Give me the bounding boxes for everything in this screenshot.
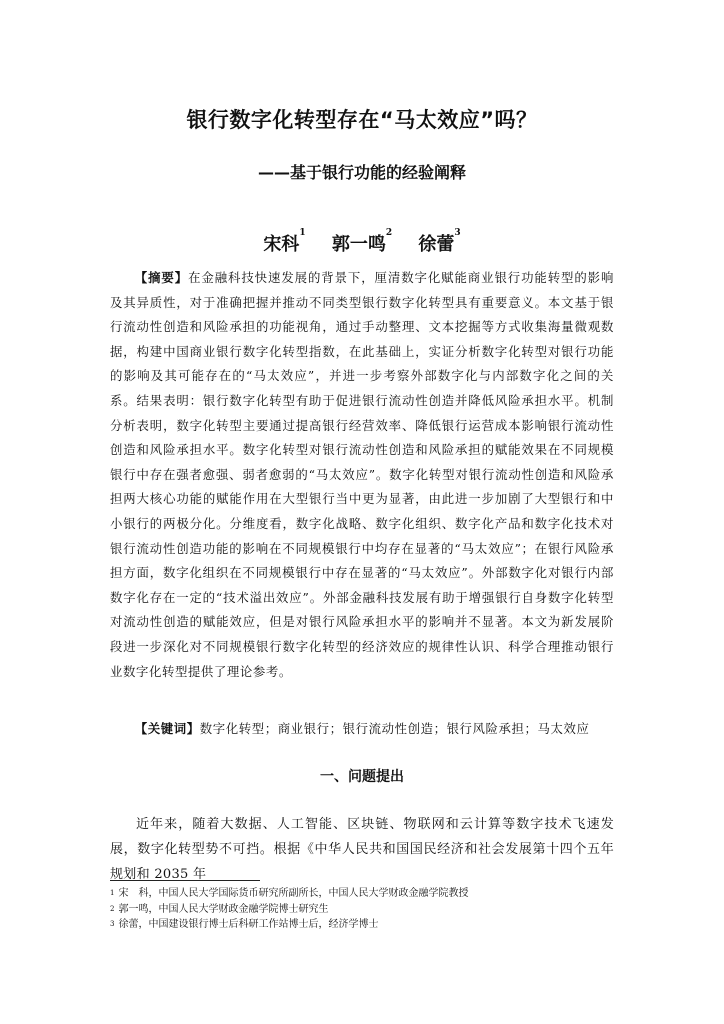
abstract-label: 【摘要】: [134, 270, 189, 285]
keywords-text: 数字化转型；商业银行；银行流动性创造；银行风险承担；马太效应: [199, 721, 590, 736]
section-heading: 一、问题提出: [320, 769, 404, 785]
keywords-label: 【关键词】: [134, 721, 200, 736]
footnote-divider: [110, 880, 260, 881]
footnote-mark: 3: [110, 920, 115, 928]
footnote-item: [110, 902, 614, 918]
paper-title: 银行数字化转型存在“马太效应”吗？: [186, 108, 538, 132]
abstract-text: 在金融科技快速发展的背景下，厘清数字化赋能商业银行功能转型的影响及其异质性，对于准确把握并推动不同类型银行数字化转型具有重要意义。本文基于银行流动性创造和风险承担的功能视角，通过手动整理、文本挖掘等方式收集海量微观数据，构建中国商业银行数字化转型指数，在此基础上，实证分析数字化转型对银行功能的影响及其可能存在的“马太效应”，并进一步考察外部数字化与内部数字化之间的关系。结果表明：银行数字化转型有助于促进银行流动性创造并降低风险承担水平。机制分析表明，数字化转型主要通过提高银行经营效率、降低银行运营成本影响银行流动性创造和风险承担水平。数字化转型对银行流动性创造和风险承担的赋能效果在不同规模银行中存在强者愈强、弱者愈弱的“马太效应”。数字化转型对银行流动性创造和风险承担两大核心功能的赋能作用在大型银行当中更为显著，由此进一步加剧了大型银行和中小银行的两极分化。分维度看，数字化战略、数字化组织、数字化产品和数字化技术对银行流动性创造功能的影响在不同规模银行中均存在显著的“马太效应”；在银行风险承担方面，数字化组织在不同规模银行中存在显著的“马太效应”。外部数字化对银行内部数字化存在一定的“技术溢出效应”。外部金融科技发展有助于增强银行自身数字化转型对流动性创造的赋能效应，但是对银行风险承担水平的影响并不显著。本文为新发展阶段进一步深化对不同规模银行数字化转型的经济效应的规律性认识、科学合理推动银行业数字化转型提供了理论参考。: [110, 270, 614, 679]
footnote-mark: 1: [110, 889, 115, 897]
author-2: [331, 228, 393, 255]
author-footnote-mark: 1: [299, 228, 306, 238]
footnote-list: [110, 886, 614, 933]
author-footnote-mark: 3: [454, 228, 461, 238]
footnote-mark: 2: [110, 904, 115, 913]
author-3: [418, 228, 461, 255]
footnote-text: 宋 科，中国人民大学国际货币研究所副所长，中国人民大学财政金融学院教授: [118, 888, 469, 899]
body-paragraph: 近年来，随着大数据、人工智能、区块链、物联网和云计算等数字技术飞速发展，数字化转型势不可挡。根据《中华人民共和国国民经济和社会发展第十四个五年规划和 2035 年: [110, 817, 614, 882]
author-1: [263, 228, 306, 255]
footnote-item: [110, 917, 614, 933]
author-name: 徐蕾: [418, 234, 455, 255]
keywords: [110, 718, 614, 740]
author-footnote-mark: 2: [385, 228, 393, 238]
footnote-item: [110, 886, 614, 902]
abstract: [110, 266, 614, 684]
author-name: 郭一鸣: [331, 234, 386, 255]
author-list: [0, 230, 724, 256]
author-name: 宋科: [263, 234, 300, 255]
footnote-text: 郭一鸣，中国人民大学财政金融学院博士研究生: [118, 903, 329, 915]
footnote-text: 徐蕾，中国建设银行博士后科研工作站博士后，经济学博士: [118, 919, 379, 930]
paper-subtitle: ——基于银行功能的经验阐释: [257, 163, 466, 182]
